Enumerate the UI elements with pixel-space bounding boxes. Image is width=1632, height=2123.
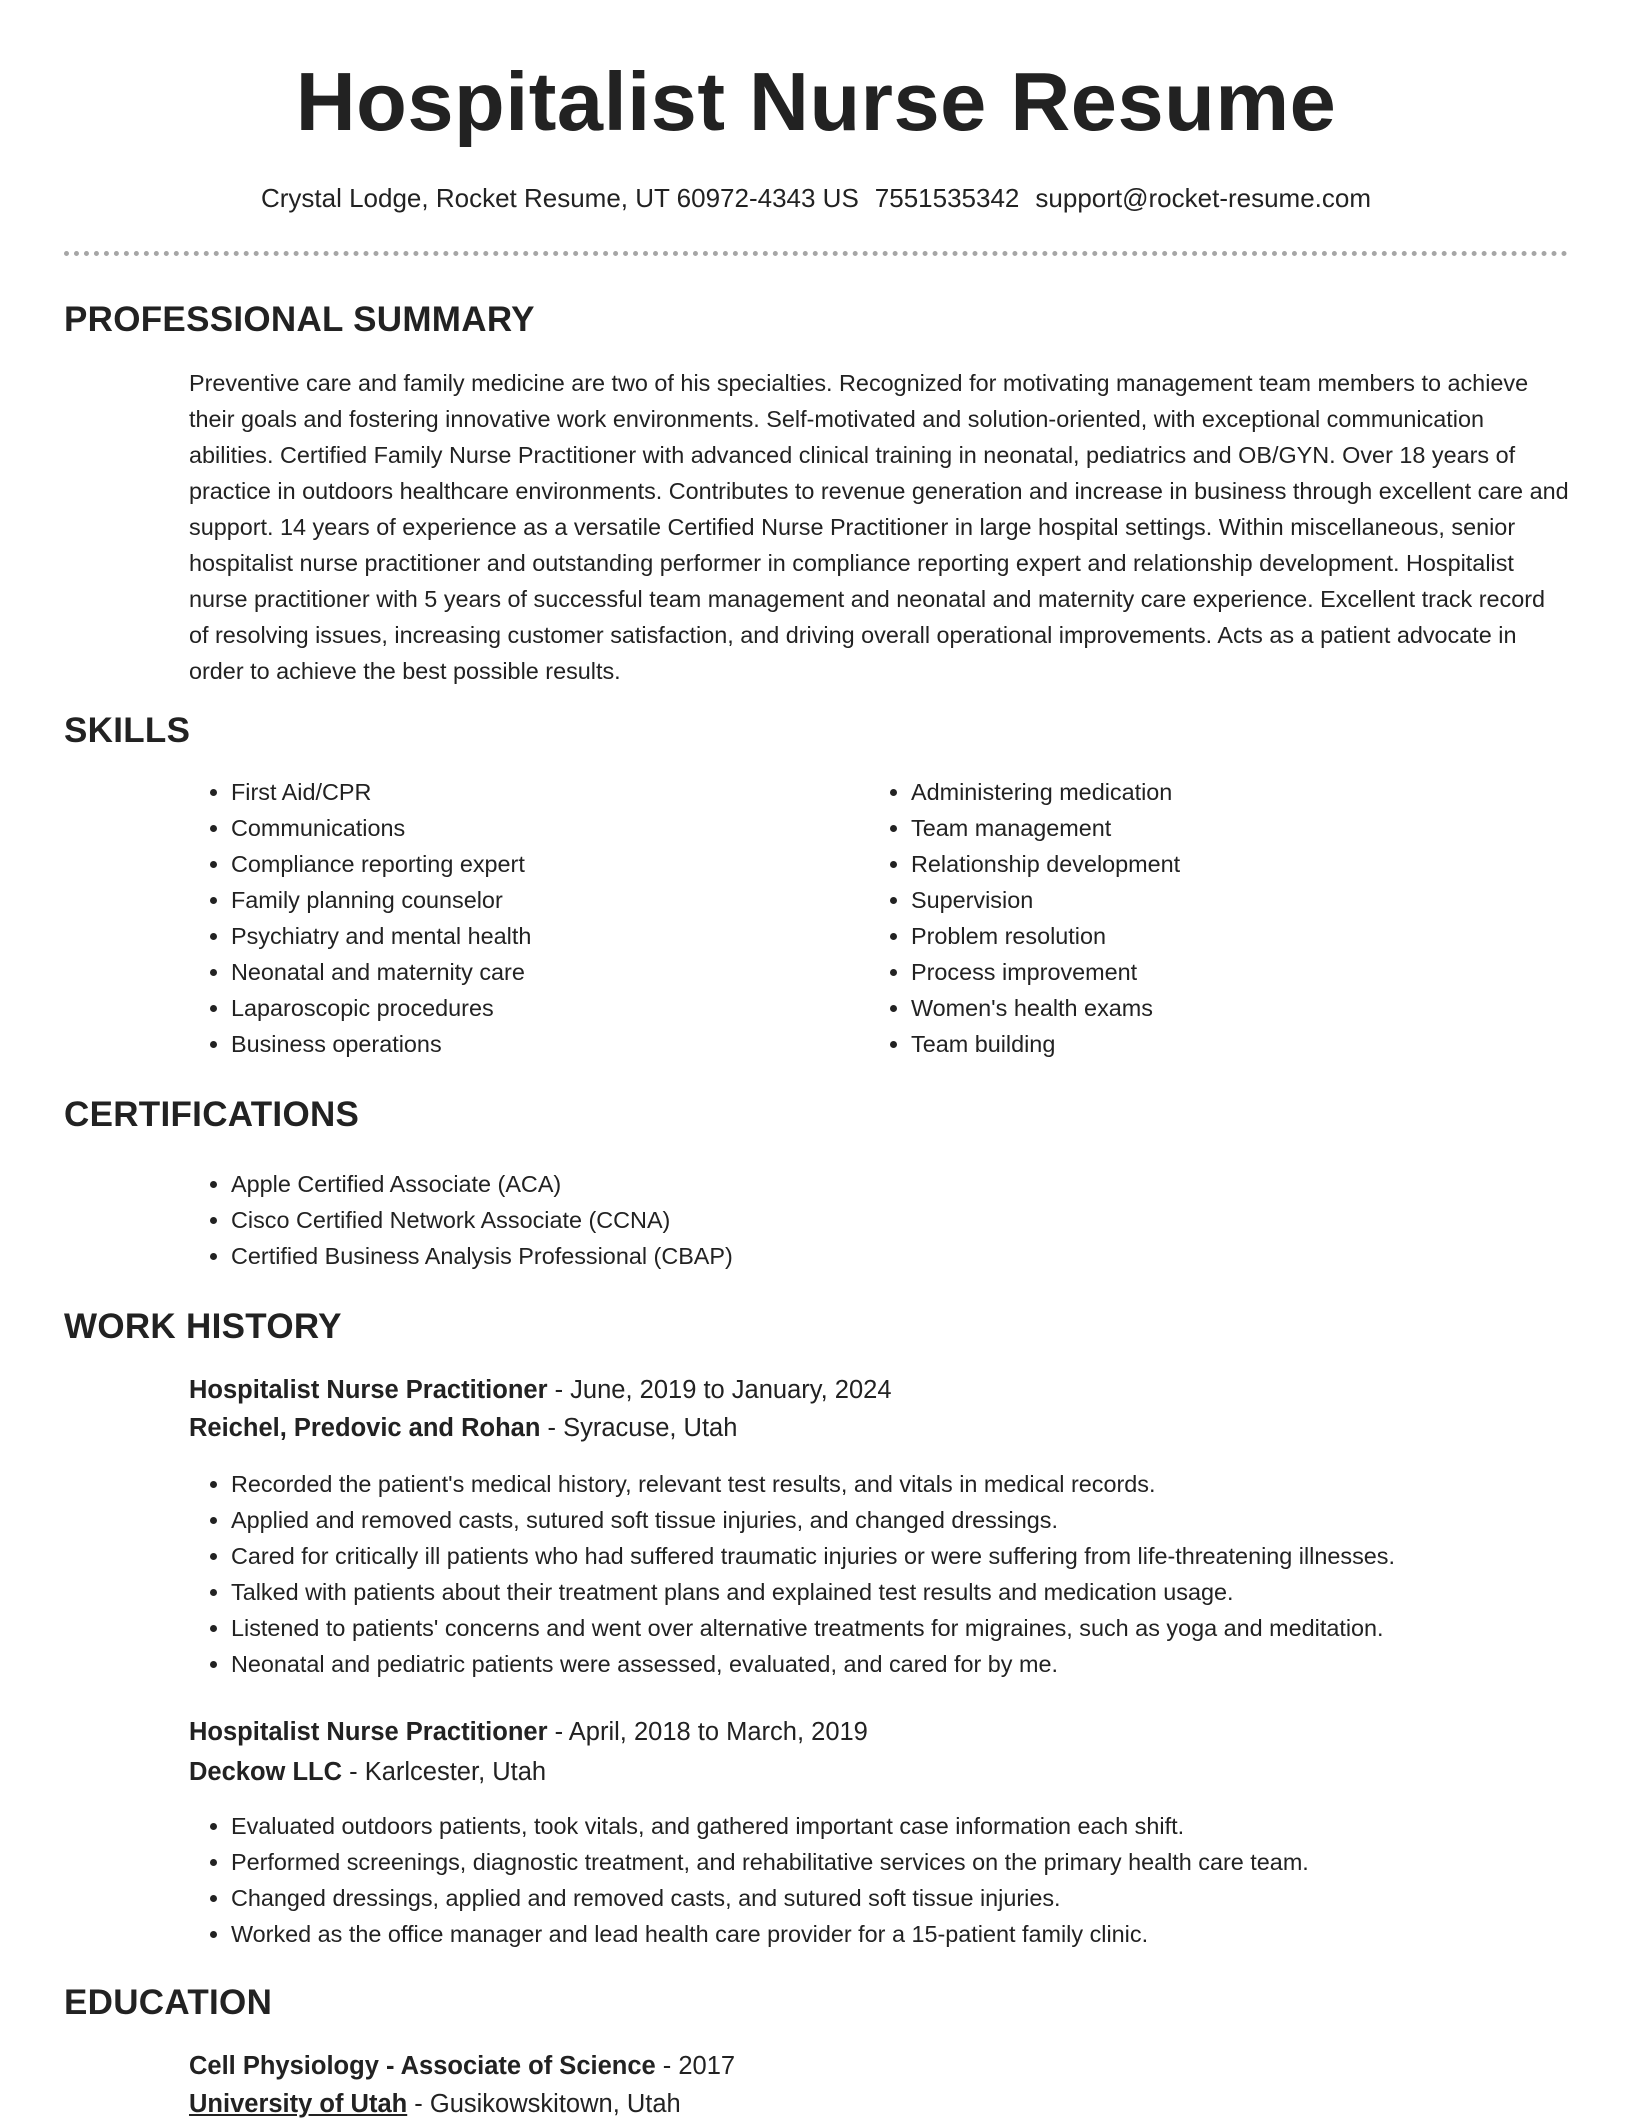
skill-item: • Team management (911, 810, 1511, 846)
contact-email[interactable]: support@rocket-resume.com (1035, 183, 1372, 213)
resume-title: Hospitalist Nurse Resume (295, 55, 1337, 148)
skill-item: • Process improvement (911, 954, 1511, 990)
skills-list-left (187, 774, 831, 1062)
skill-item: • Supervision (911, 882, 1511, 918)
education-degree: Cell Physiology - Associate of Science (189, 2052, 656, 2080)
contact-address: Crystal Lodge, Rocket Resume, UT 60972-4343 US (260, 183, 859, 213)
job-dates: - June, 2019 to January, 2024 (547, 1376, 892, 1404)
job-bullets (187, 1808, 1631, 1952)
contact-phone: 7551535342 (874, 183, 1020, 213)
job-bullet: • Performed screenings, diagnostic treatment, and rehabilitative services on the primary health care team. (231, 1844, 1631, 1880)
certifications-list (187, 1166, 1531, 1274)
job-bullet: • Recorded the patient's medical history, relevant test results, and vitals in medical records. (231, 1466, 1631, 1502)
skill-item: • Family planning counselor (231, 882, 831, 918)
skill-item: • Relationship development (911, 846, 1511, 882)
certification-item: • Apple Certified Associate (ACA) (231, 1166, 1531, 1202)
job-company: Deckow LLC (189, 1758, 343, 1786)
certifications-heading: CERTIFICATIONS (64, 1095, 360, 1134)
skill-item: • Laparoscopic procedures (231, 990, 831, 1026)
job-bullet: • Evaluated outdoors patients, took vitals, and gathered important case information each shift. (231, 1808, 1631, 1844)
job-bullet: • Worked as the office manager and lead health care provider for a 15-patient family clinic. (231, 1916, 1631, 1952)
job-title: Hospitalist Nurse Practitioner (189, 1376, 548, 1404)
job-bullet: • Neonatal and pediatric patients were assessed, evaluated, and cared for by me. (231, 1646, 1631, 1682)
certification-item: • Certified Business Analysis Professional (CBAP) (231, 1238, 1531, 1274)
education-school-line (189, 2085, 681, 2123)
job-bullets (187, 1466, 1631, 1682)
header-divider (64, 251, 1568, 256)
skill-item: • Psychiatry and mental health (231, 918, 831, 954)
education-degree-line (189, 2047, 735, 2085)
skill-item: • Business operations (231, 1026, 831, 1062)
job-bullet: • Talked with patients about their treatment plans and explained test results and medication usage. (231, 1574, 1631, 1610)
skills-heading: SKILLS (64, 711, 191, 750)
job-bullet: • Changed dressings, applied and removed casts, and sutured soft tissue injuries. (231, 1880, 1631, 1916)
job-location: - Syracuse, Utah (540, 1414, 738, 1442)
skill-item: • Team building (911, 1026, 1511, 1062)
job-title-line (189, 1371, 892, 1409)
job-company-line (189, 1409, 737, 1447)
skill-item: • Communications (231, 810, 831, 846)
skill-item: • Administering medication (911, 774, 1511, 810)
skill-item: • Compliance reporting expert (231, 846, 831, 882)
skills-list-right (867, 774, 1511, 1062)
summary-text: Preventive care and family medicine are two of his specialties. Recognized for motivating management team members to achieve their goals and fostering innovative work environments. Self-motivated and solution-oriented, with exceptional communication abilities. Certified Family Nurse Practitioner with advanced clinical training in neonatal, pediatrics and OB/GYN. Over 18 years of practice in outdoors healthcare environments. Contributes to revenue generation and increase in business through excellent care and support. 14 years of experience as a versatile Certified Nurse Practitioner in large hospital settings. Within miscellaneous, senior hospitalist nurse practitioner and outstanding performer in compliance reporting expert and relationship development. Hospitalist nurse practitioner with 5 years of successful team management and neonatal and maternity care experience. Excellent track record of resolving issues, increasing customer satisfaction, and driving overall operational improvements. Acts as a patient advocate in order to achieve the best possible results. (189, 370, 1569, 684)
job-company: Reichel, Predovic and Rohan (189, 1414, 541, 1442)
education-heading: EDUCATION (64, 1983, 273, 2022)
job-location: - Karlcester, Utah (342, 1758, 547, 1786)
education-school: University of Utah (189, 2090, 408, 2118)
job-bullet: • Cared for critically ill patients who had suffered traumatic injuries or were suffering from life-threatening illnesses. (231, 1538, 1631, 1574)
education-year: - 2017 (655, 2052, 736, 2080)
skill-item: • Neonatal and maternity care (231, 954, 831, 990)
job-dates: - April, 2018 to March, 2019 (547, 1718, 868, 1746)
skill-item: • First Aid/CPR (231, 774, 831, 810)
work-history-heading: WORK HISTORY (64, 1307, 342, 1346)
certification-item: • Cisco Certified Network Associate (CCNA) (231, 1202, 1531, 1238)
job-bullet: • Applied and removed casts, sutured soft tissue injuries, and changed dressings. (231, 1502, 1631, 1538)
skill-item: • Women's health exams (911, 990, 1511, 1026)
job-company-line (189, 1753, 546, 1791)
summary-heading: PROFESSIONAL SUMMARY (64, 300, 535, 339)
job-title-line (189, 1713, 868, 1751)
contact-line (0, 180, 1632, 216)
education-location: - Gusikowskitown, Utah (407, 2090, 681, 2118)
skill-item: • Problem resolution (911, 918, 1511, 954)
job-title: Hospitalist Nurse Practitioner (189, 1718, 548, 1746)
job-bullet: • Listened to patients' concerns and went over alternative treatments for migraines, such as yoga and meditation. (231, 1610, 1631, 1646)
